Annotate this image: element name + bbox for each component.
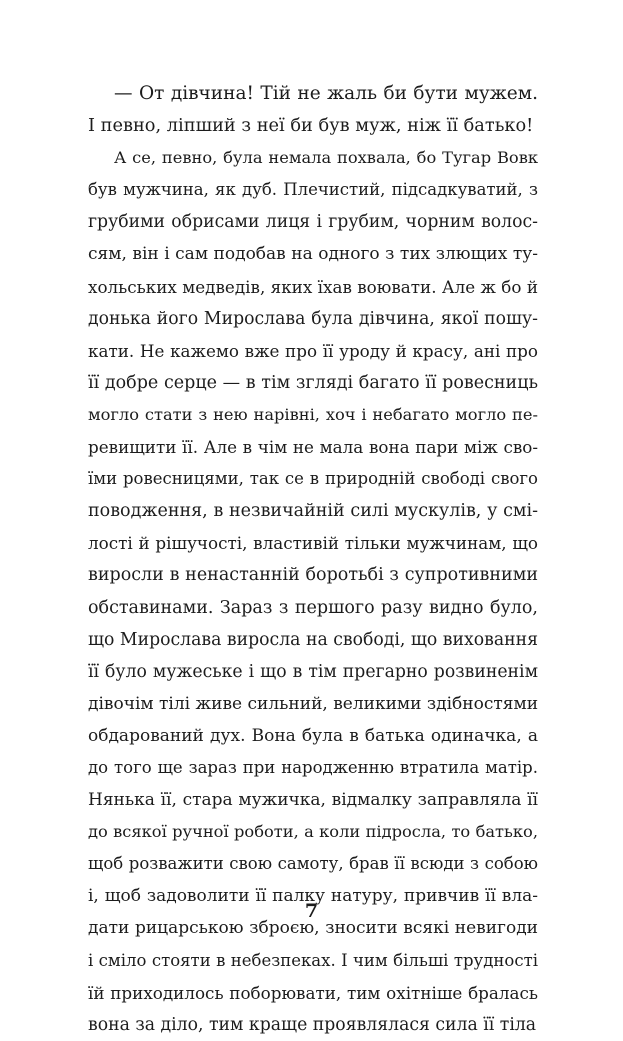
text-line: сям, він і сам подобав на одного з тих злющих ту- bbox=[88, 244, 538, 265]
text-line: Нянька її, стара мужичка, відмалку заправляла її bbox=[88, 790, 538, 811]
text-line: виросли в ненастанній боротьбі з супротивними bbox=[88, 565, 538, 586]
text-line: дати рицарською зброєю, зносити всякі невигоди bbox=[88, 918, 538, 939]
text-line: до всякої ручної роботи, а коли підросла, то батько, bbox=[88, 822, 538, 842]
text-line: вона за діло, тим краще проявлялася сила її тіла bbox=[88, 1014, 537, 1035]
text-line: обставинами. Зараз з першого разу видно було, bbox=[88, 597, 538, 618]
text-line: обдарований дух. Вона була в батька одиначка, а bbox=[88, 725, 538, 746]
text-line: щоб розважити свою самоту, брав її всюди з собою bbox=[88, 854, 538, 874]
page-number: 7 bbox=[304, 900, 319, 922]
text-line: був мужчина, як дуб. Плечистий, підсадкуватий, з bbox=[88, 180, 538, 200]
body-text bbox=[88, 78, 538, 1041]
text-line: до того ще зараз при народженню втратила матір. bbox=[88, 757, 538, 777]
text-line: могло стати з нею нарівні, хоч і небагато могло пе- bbox=[88, 404, 538, 424]
text-line: лості й рішучості, властивій тільки мужчинам, що bbox=[88, 533, 538, 554]
text-line: її було мужеське і що в тім прегарно розвиненім bbox=[88, 661, 538, 682]
text-line: що Мирослава виросла на свободі, що виховання bbox=[88, 629, 538, 650]
text-line: грубими обрисами лиця і грубим, чорним волос- bbox=[88, 212, 538, 233]
text-line: — От дівчина! Тій не жаль би бути мужем. bbox=[114, 83, 538, 104]
text-line: і сміло стояти в небезпеках. І чим більші трудності bbox=[88, 950, 538, 970]
text-line: поводження, в незвичайній силі мускулів, у смі- bbox=[88, 501, 538, 522]
text-line: І певно, ліпший з неї би був муж, ніж її батько! bbox=[88, 116, 534, 137]
text-line: і, щоб задоволити її палку натуру, привчив її вла- bbox=[88, 886, 538, 907]
text-line: ревищити її. Але в чім не мала вона пари між сво- bbox=[88, 437, 538, 458]
text-line: їй приходилось поборювати, тим охітніше бралась bbox=[88, 982, 538, 1003]
text-line: А се, певно, була немала похвала, бо Тугар Вовк bbox=[114, 148, 538, 168]
text-line: кати. Не кажемо вже про її уроду й красу, ані про bbox=[88, 340, 538, 361]
text-line: їми ровесницями, так се в природній свободі свого bbox=[88, 469, 538, 489]
text-line: донька його Мирослава була дівчина, якої пошу- bbox=[88, 308, 538, 329]
text-line: її добре серце — в тім згляді багато її ровесниць bbox=[88, 372, 538, 393]
text-line: дівочім тілі живе сильний, великими здібностями bbox=[88, 693, 539, 714]
text-line: хольських медведів, яких їхав воювати. Але ж бо й bbox=[88, 276, 538, 297]
